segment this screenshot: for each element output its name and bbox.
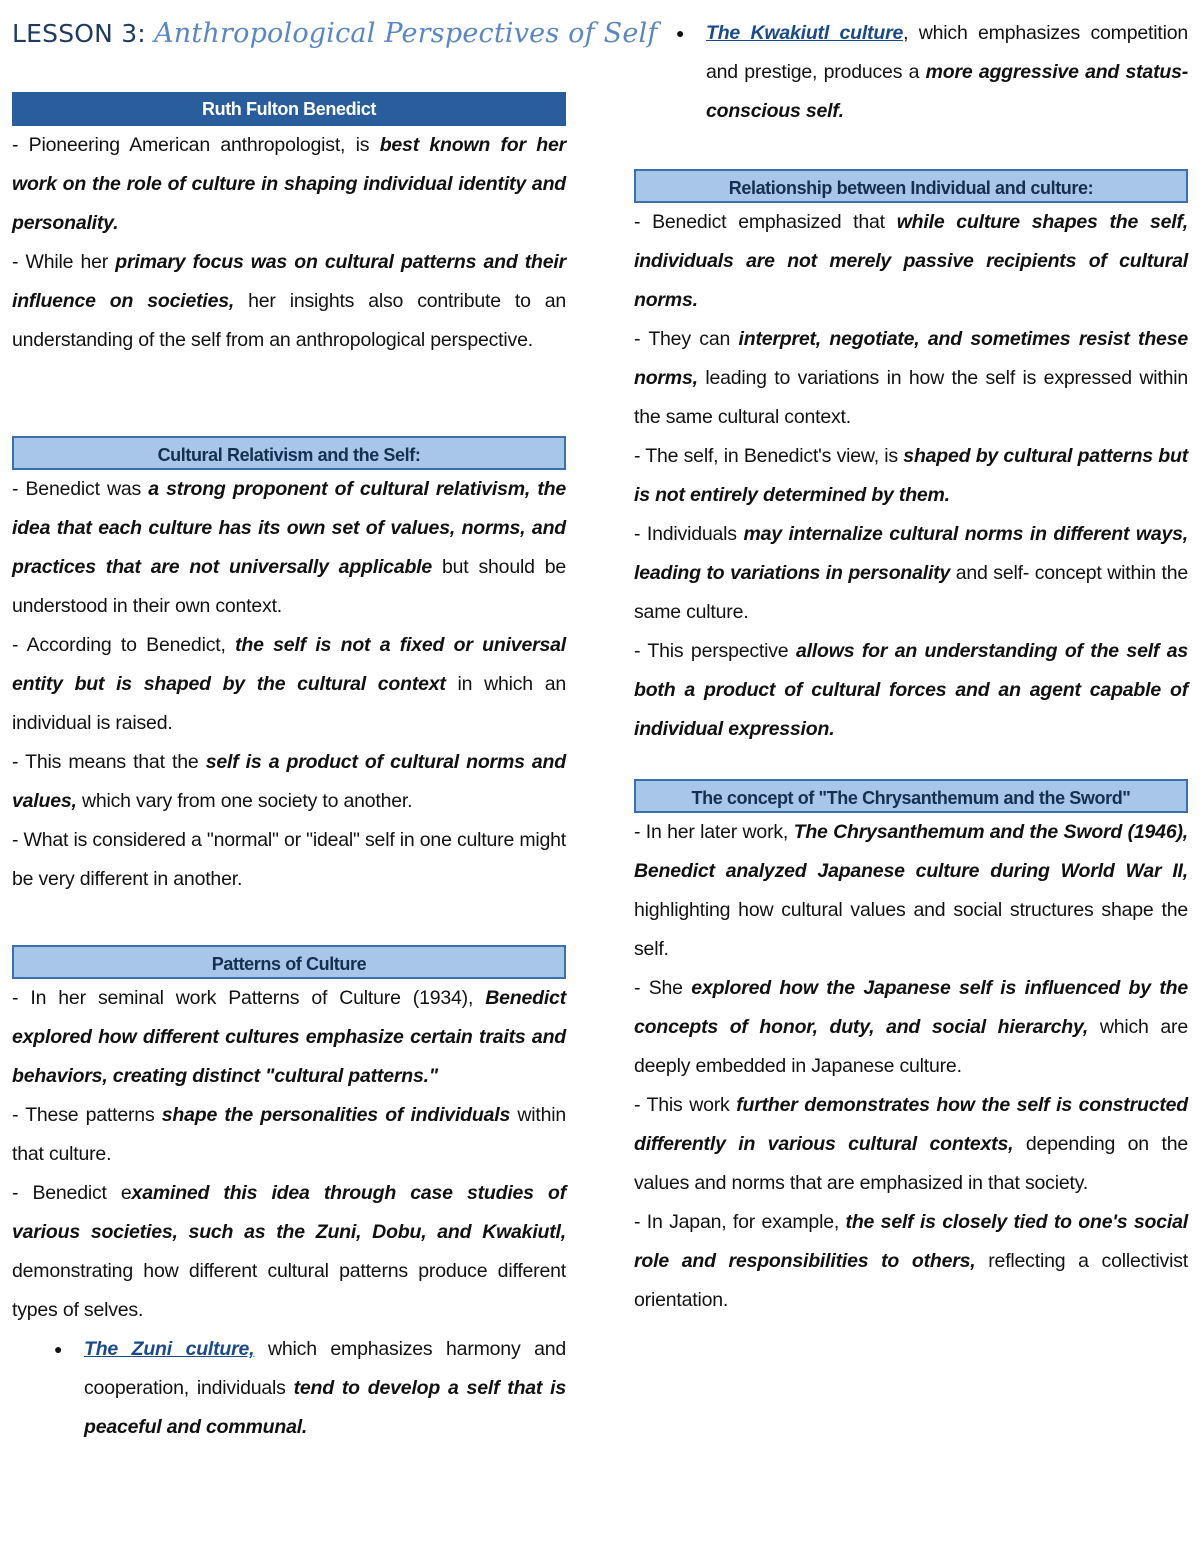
- paragraph: - In Japan, for example, the self is closely tied to one's social role and responsibilities to others, reflecting a collectivist orientation.: [634, 1211, 1188, 1311]
- section-cultural-relativism: [12, 436, 566, 899]
- paragraph: - In her later work, The Chrysanthemum and the Sword (1946), Benedict analyzed Japanese culture during World War II, highlighting how cultural values and social structures shape the self.: [634, 821, 1188, 960]
- lesson-topic: Anthropological Perspectives of Self: [154, 18, 658, 49]
- paragraph: - They can interpret, negotiate, and sometimes resist these norms, leading to variations in how the self is expressed within the same cultural context.: [634, 328, 1188, 428]
- paragraph: - Individuals may internalize cultural norms in different ways, leading to variations in personality and self- concept within the same culture.: [634, 523, 1188, 623]
- list-item: ● The Kwakiutl culture, which emphasizes competition and prestige, produces a more aggressive and status-conscious self.: [634, 14, 1188, 131]
- list-item: ● The Zuni culture, which emphasizes harmony and cooperation, individuals tend to develop a self that is peaceful and communal.: [12, 1330, 566, 1447]
- paragraph: - This work further demonstrates how the self is constructed differently in various cultural contexts, depending on the values and norms that are emphasized in that society.: [634, 1094, 1188, 1194]
- section-patterns-of-culture: [12, 945, 566, 1447]
- paragraph: - This means that the self is a product of cultural norms and values, which vary from one society to another.: [12, 751, 566, 812]
- paragraph: - She explored how the Japanese self is influenced by the concepts of honor, duty, and social hierarchy, which are deeply embedded in Japanese culture.: [634, 977, 1188, 1077]
- lesson-number: LESSON 3:: [12, 19, 155, 48]
- page-title: [12, 18, 658, 49]
- paragraph: - What is considered a "normal" or "ideal" self in one culture might be very different in another.: [12, 829, 566, 890]
- bullet-list: [634, 14, 1188, 131]
- section-header-cultural-relativism: Cultural Relativism and the Self:: [12, 436, 566, 470]
- paragraph: - Benedict examined this idea through case studies of various societies, such as the Zuni, Dobu, and Kwakiutl, demonstrating how different cultural patterns produce different types of selves.: [12, 1182, 566, 1321]
- paragraph: - Benedict emphasized that while culture shapes the self, individuals are not merely passive recipients of cultural norms.: [634, 211, 1188, 311]
- section-header-chrysanthemum-and-sword: The concept of "The Chrysanthemum and the Sword": [634, 779, 1188, 813]
- paragraph: - Pioneering American anthropologist, is best known for her work on the role of culture in shaping individual identity and personality.: [12, 134, 566, 234]
- section-individual-and-culture: [634, 169, 1188, 749]
- kwakiutl-culture-link[interactable]: The Kwakiutl culture: [706, 22, 904, 44]
- paragraph: - This perspective allows for an understanding of the self as both a product of cultural forces and an agent capable of individual expression.: [634, 640, 1188, 740]
- section-benedict: [12, 92, 566, 360]
- paragraph: - In her seminal work Patterns of Culture (1934), Benedict explored how different cultures emphasize certain traits and behaviors, creating distinct "cultural patterns.": [12, 987, 566, 1087]
- section-header-individual-and-culture: Relationship between Individual and culture:: [634, 169, 1188, 203]
- section-header-patterns-of-culture: Patterns of Culture: [12, 945, 566, 979]
- paragraph: - Benedict was a strong proponent of cultural relativism, the idea that each culture has its own set of values, norms, and practices that are not universally applicable but should be understood in their own context.: [12, 478, 567, 617]
- paragraph: - These patterns shape the personalities of individuals within that culture.: [12, 1104, 567, 1165]
- section-header-benedict: Ruth Fulton Benedict: [12, 92, 566, 126]
- paragraph: - While her primary focus was on cultural patterns and their influence on societies, her insights also contribute to an understanding of the self from an anthropological perspective.: [12, 251, 567, 351]
- paragraph: - According to Benedict, the self is not a fixed or universal entity but is shaped by the cultural context in which an individual is raised.: [12, 634, 567, 734]
- section-chrysanthemum-and-sword: [634, 779, 1188, 1320]
- bullet-list: [12, 1330, 566, 1447]
- paragraph: - The self, in Benedict's view, is shaped by cultural patterns but is not entirely determined by them.: [634, 445, 1188, 506]
- zuni-culture-link[interactable]: The Zuni culture,: [84, 1338, 255, 1360]
